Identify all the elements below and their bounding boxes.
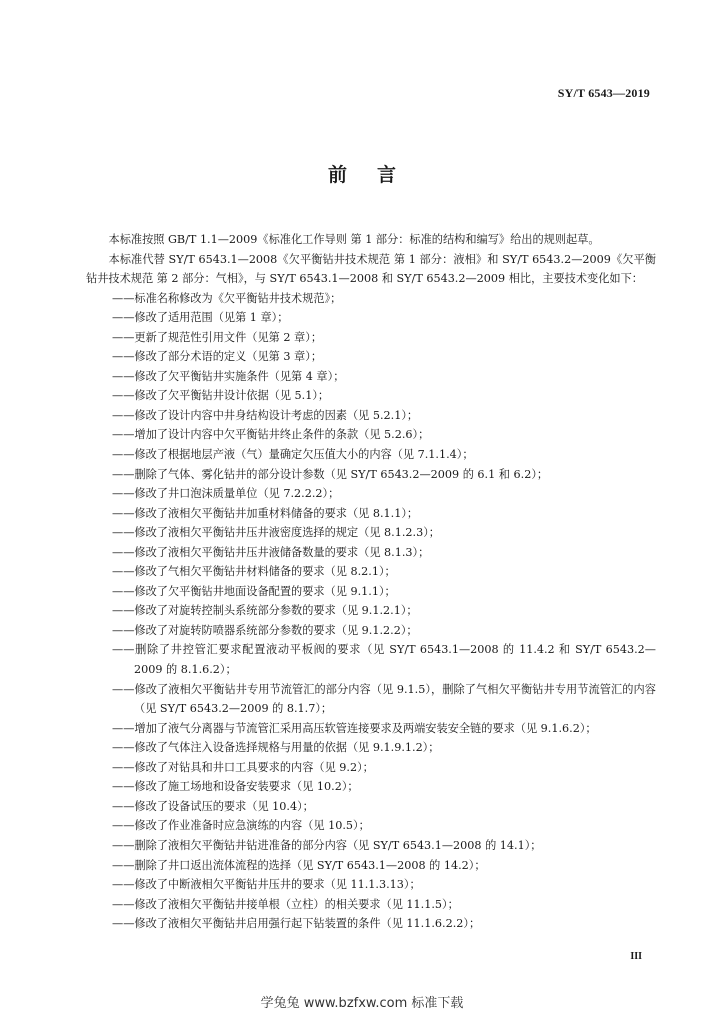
change-item: ——删除了井口返出流体流程的选择（见 SY/T 6543.1—2008 的 14.2）； bbox=[112, 858, 486, 872]
change-item: ——标准名称修改为《欠平衡钻井技术规范》； bbox=[112, 291, 342, 305]
change-item: ——修改了设备试压的要求（见 10.4）； bbox=[112, 799, 314, 813]
watermark-footer: 学兔兔 www.bzfxw.com 标准下载 bbox=[260, 996, 464, 1011]
change-item: ——修改了液相欠平衡钻井专用节流管汇的部分内容（见 9.1.5），删除了气相欠平衡钻井专用节流管汇的内容（见 SY/T 6543.2—2009 的 8.1.7）； bbox=[112, 682, 656, 716]
change-item: ——删除了气体、雾化钻井的部分设计参数（见 SY/T 6543.2—2009 的 6.1 和 6.2）； bbox=[112, 467, 549, 481]
change-item: ——修改了根据地层产液（气）量确定欠压值大小的内容（见 7.1.1.4）； bbox=[112, 448, 474, 462]
change-item: ——修改了中断液相欠平衡钻井压井的要求（见 11.1.3.13）； bbox=[112, 878, 421, 892]
change-item: ——修改了部分术语的定义（见第 3 章）； bbox=[112, 350, 323, 364]
change-item: ——修改了欠平衡钻井实施条件（见第 4 章）； bbox=[112, 369, 345, 383]
change-item: ——删除了井控管汇要求配置液动平板阀的要求（见 SY/T 6543.1—2008 的 11.4.2 和 SY/T 6543.2—2009 的 8.1.6.2）； bbox=[112, 643, 656, 677]
change-item: ——更新了规范性引用文件（见第 2 章）； bbox=[112, 330, 323, 344]
intro-paragraph: 本标准代替 SY/T 6543.1—2008《欠平衡钻井技术规范 第 1 部分：液相》和 SY/T 6543.2—2009《欠平衡钻井技术规范 第 2 部分：气相》，与 SY/T 6543.1—2008 和 SY/T 6543.2—2009 相比，主要技术变化如下： bbox=[86, 252, 656, 286]
change-item: ——修改了设计内容中井身结构设计考虑的因素（见 5.2.1）； bbox=[112, 408, 419, 422]
change-item: ——修改了液相欠平衡钻井压井液密度选择的规定（见 8.1.2.3）； bbox=[112, 526, 440, 540]
change-item: ——修改了气体注入设备选择规格与用量的依据（见 9.1.9.1.2）； bbox=[112, 741, 440, 755]
change-item: ——修改了欠平衡钻井地面设备配置的要求（见 9.1.1）； bbox=[112, 584, 396, 598]
change-item: ——修改了对钻具和井口工具要求的内容（见 9.2）； bbox=[112, 760, 374, 774]
standard-code: SY/T 6543—2019 bbox=[557, 86, 650, 100]
change-item: ——修改了对旋转防喷器系统部分参数的要求（见 9.1.2.2）； bbox=[112, 623, 418, 637]
change-item: ——修改了液相欠平衡钻井接单根（立柱）的相关要求（见 11.1.5）； bbox=[112, 897, 459, 911]
change-item: ——增加了液气分离器与节流管汇采用高压软管连接要求及两端安装安全链的要求（见 9.1.6.2）； bbox=[112, 721, 597, 735]
change-item: ——删除了液相欠平衡钻井钻进准备的部分内容（见 SY/T 6543.1—2008 的 14.1）； bbox=[112, 838, 542, 852]
change-item: ——修改了作业准备时应急演练的内容（见 10.5）； bbox=[112, 819, 370, 833]
change-item: ——修改了对旋转控制头系统部分参数的要求（见 9.1.2.1）； bbox=[112, 604, 418, 618]
intro-paragraph: 本标准按照 GB/T 1.1—2009《标准化工作导则 第 1 部分：标准的结构和编写》给出的规则起草。 bbox=[108, 233, 600, 246]
change-item: ——增加了设计内容中欠平衡钻井终止条件的条款（见 5.2.6）； bbox=[112, 428, 430, 442]
page-title: 前言 bbox=[327, 164, 426, 186]
change-item: ——修改了液相欠平衡钻井启用强行起下钻装置的条件（见 11.1.6.2.2）； bbox=[112, 917, 481, 931]
change-item: ——修改了欠平衡钻井设计依据（见 5.1）； bbox=[112, 389, 330, 403]
change-item: ——修改了液相欠平衡钻井加重材料储备的要求（见 8.1.1）； bbox=[112, 506, 419, 520]
page-number: III bbox=[630, 951, 642, 962]
change-item: ——修改了井口泡沫质量单位（见 7.2.2.2）； bbox=[112, 487, 340, 501]
change-item: ——修改了液相欠平衡钻井压井液储备数量的要求（见 8.1.3）； bbox=[112, 545, 430, 559]
changes-list bbox=[86, 289, 656, 934]
change-item: ——修改了适用范围（见第 1 章）； bbox=[112, 311, 289, 325]
document-body bbox=[86, 230, 656, 934]
change-item: ——修改了气相欠平衡钻井材料储备的要求（见 8.2.1）； bbox=[112, 565, 396, 579]
change-item: ——修改了施工场地和设备安装要求（见 10.2）； bbox=[112, 780, 359, 794]
